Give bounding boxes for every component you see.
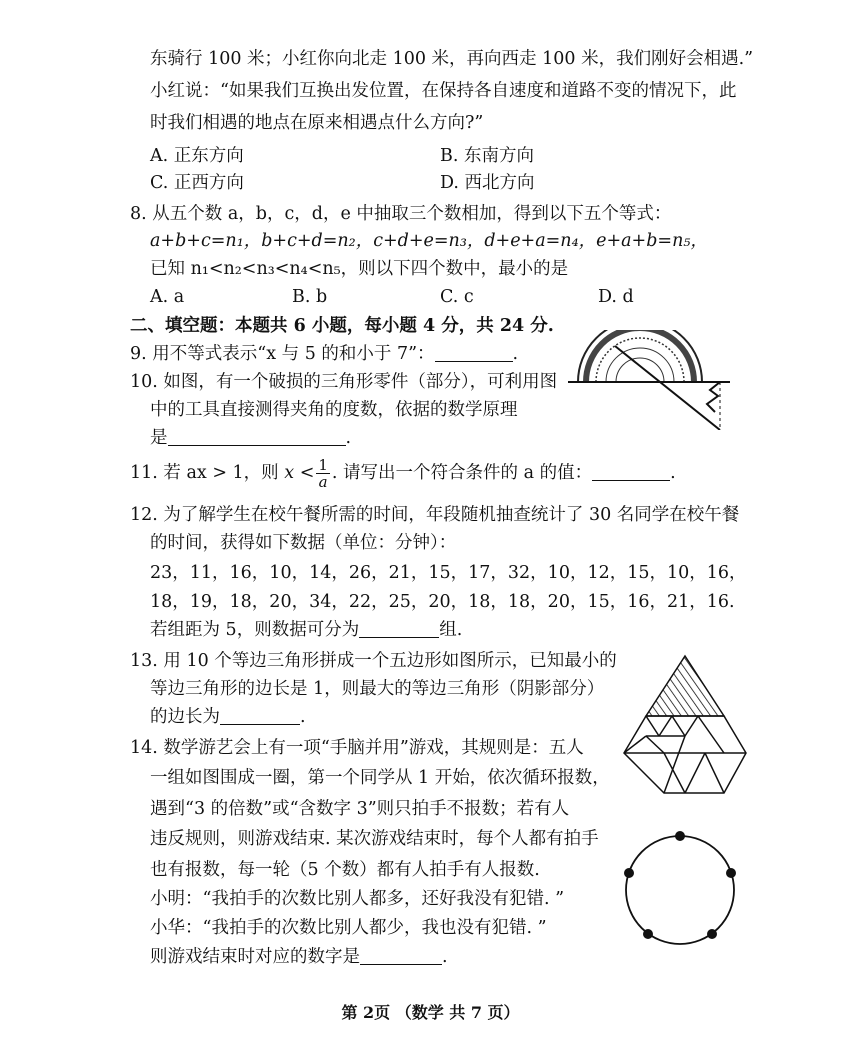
q7-line1: 东骑行 100 米；小红你向北走 100 米，再向西走 100 米，我们刚好会相遇.” (150, 49, 754, 69)
q8-option-a: A. a (150, 287, 185, 307)
q14-line5: 也有报数，每一轮（5 个数）都有人拍手有人报数. (150, 860, 540, 880)
q14-end: . (442, 947, 448, 967)
q7-option-a: A. 正东方向 (150, 146, 244, 166)
section2-header: 二、填空题：本题共 6 小题，每小题 4 分，共 24 分. (130, 316, 554, 336)
q13-end: . (300, 707, 306, 727)
q7-option-d: D. 西北方向 (440, 173, 535, 193)
q10-text: 是 (150, 428, 168, 448)
person-dot-icon (726, 868, 736, 878)
person-dot-icon (675, 831, 685, 841)
q12-answer-blank[interactable] (359, 619, 439, 638)
q12-data-row2: 18，19，18，20，34，22，25，20，18，18，20，15，16，21，16. (150, 592, 735, 612)
q10-answer-blank[interactable] (168, 427, 346, 446)
q11-suffix: . 请写出一个符合条件的 a 的值： (331, 463, 593, 483)
q14-line1: 14. 数学游艺会上有一项“手脑并用”游戏，其规则是：五人 (130, 738, 584, 758)
q7-line2: 小红说：“如果我们互换出发位置，在保持各自速度和道路不变的情况下，此 (150, 81, 737, 101)
circle-five-people-figure (615, 825, 745, 955)
q9-question (130, 341, 518, 367)
q9-answer-blank[interactable] (435, 343, 513, 362)
person-dot-icon (643, 929, 653, 939)
q14-answer-blank[interactable] (360, 946, 442, 965)
q10-line1: 10. 如图，有一个破损的三角形零件（部分），可利用图 (130, 372, 558, 392)
q11-question (130, 453, 676, 493)
q12-text: 若组距为 5，则数据可分为 (150, 620, 360, 640)
q11-end: . (670, 463, 676, 483)
q13-line3 (150, 704, 306, 730)
q14-line6: 小明：“我拍手的次数比别人都多，还好我没有犯错. ” (150, 889, 565, 909)
protractor-figure (560, 330, 730, 430)
person-dot-icon (707, 929, 717, 939)
q12-data-row1: 23，11，16，10，14，26，21，15，17，32，10，12，15，10，16， (150, 563, 747, 583)
page-footer: 第 2页 （数学 共 7 页） (341, 1003, 520, 1022)
q13-line1: 13. 用 10 个等边三角形拼成一个五边形如图所示，已知最小的 (130, 651, 617, 671)
q7-option-c: C. 正西方向 (150, 173, 244, 193)
q8-line3: 已知 n₁<n₂<n₃<n₄<n₅，则以下四个数中，最小的是 (150, 259, 569, 279)
q8-line1: 8. 从五个数 a，b，c，d，e 中抽取三个数相加，得到以下五个等式： (130, 204, 672, 224)
q14-line3: 遇到“3 的倍数”或“含数字 3”则只拍手不报数；若有人 (150, 799, 570, 819)
q10-line2: 中的工具直接测得夹角的度数，依据的数学原理 (150, 400, 518, 420)
q13-answer-blank[interactable] (220, 706, 300, 725)
q9-text: 9. 用不等式表示“x 与 5 的和小于 7”： (130, 344, 435, 364)
pentagon-triangles-figure (620, 650, 750, 800)
q7-option-b: B. 东南方向 (440, 146, 534, 166)
q11-prefix: 11. 若 ax > 1，则 (130, 463, 279, 483)
q14-line7: 小华：“我拍手的次数比别人都少，我也没有犯错. ” (150, 918, 547, 938)
q11-frac-num: 1 (318, 456, 328, 474)
q10-line3 (150, 425, 351, 451)
q8-option-c: C. c (440, 287, 474, 307)
q11-fraction (316, 457, 330, 490)
q11-x-lt: x < (284, 463, 315, 483)
q12-line5 (150, 617, 462, 643)
q14-line4: 违反规则，则游戏结束. 某次游戏结束时，每个人都有拍手 (150, 829, 599, 849)
q12-end: 组. (439, 620, 463, 640)
q14-line8 (150, 944, 448, 970)
q7-line3: 时我们相遇的地点在原来相遇点什么方向?” (150, 113, 484, 133)
q14-text: 则游戏结束时对应的数字是 (150, 947, 360, 967)
q9-end: . (512, 344, 519, 364)
q13-text: 的边长为 (150, 707, 220, 727)
q11-answer-blank[interactable] (592, 462, 670, 481)
q10-end: . (345, 428, 352, 448)
q8-option-d: D. d (598, 287, 634, 307)
q12-line2: 的时间，获得如下数据（单位：分钟）： (150, 533, 457, 553)
q12-line1: 12. 为了解学生在校午餐所需的时间，年段随机抽查统计了 30 名同学在校午餐 (130, 505, 740, 525)
q8-option-b: B. b (292, 287, 328, 307)
q8-equations: a+b+c=n₁，b+c+d=n₂，c+d+e=n₃，d+e+a=n₄，e+a+b=n₅， (150, 231, 708, 251)
q11-frac-den: a (318, 473, 328, 491)
person-dot-icon (624, 868, 634, 878)
q14-line2: 一组如图围成一圈，第一个同学从 1 开始，依次循环报数， (150, 768, 610, 788)
q13-line2: 等边三角形的边长是 1，则最大的等边三角形（阴影部分） (150, 679, 605, 699)
